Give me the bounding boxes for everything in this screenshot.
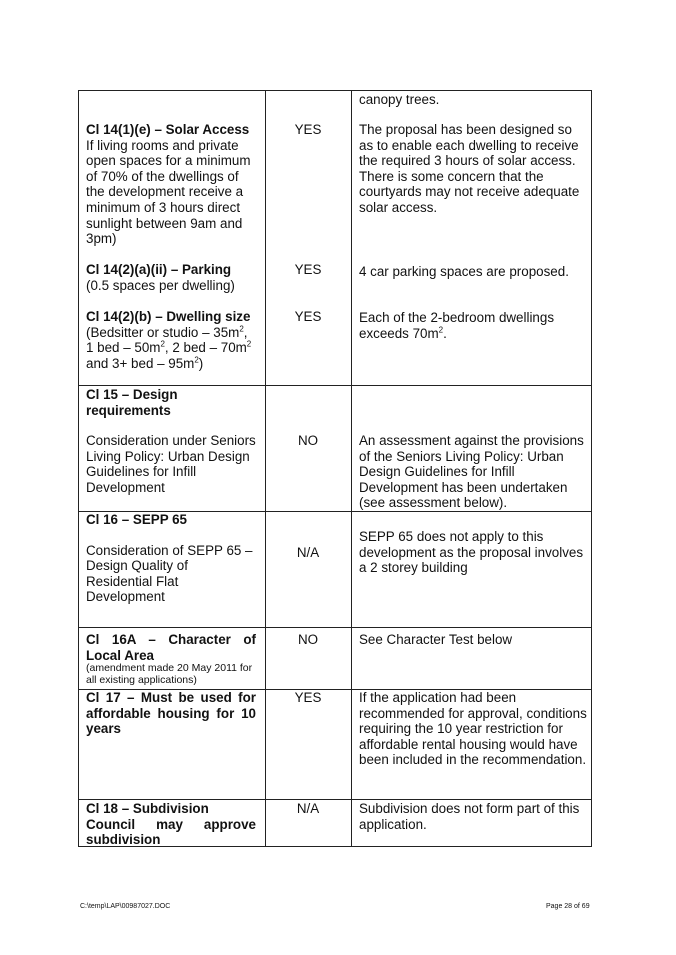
subdivision-compliance: N/A (296, 801, 320, 816)
dwelling-line-2: 1 bed – $50m^2$, 2 bed – $70m^2$ (86, 339, 252, 356)
affordable-compliance: YES (294, 690, 322, 705)
parking-compliance: YES (294, 262, 322, 277)
dwelling-line-1: (Bedsitter or studio – $35m^2$, (86, 324, 248, 340)
parking-title: Cl 14(2)(a)(ii) – Parking (86, 262, 232, 277)
solar-title: Cl 14(1)(e) – Solar Access (86, 122, 250, 137)
dwelling-title: Cl 14(2)(b) – Dwelling size (86, 309, 251, 324)
row-sepp-criterion (86, 512, 256, 605)
sepp-body: Consideration of SEPP 65 – Design Quality of Residential Flat Development (86, 542, 253, 605)
row-character-criterion (86, 632, 256, 686)
compliance-table (78, 90, 592, 847)
design-compliance: NO (297, 433, 319, 448)
subdivision-title-c: subdivision (86, 832, 161, 848)
subdivision-comment: Subdivision does not form part of this application. (359, 801, 580, 832)
row-affordable-criterion (86, 690, 256, 737)
footer-file-path: C:\temp\LAP\00987027.DOC (80, 903, 171, 910)
sepp-comment: SEPP 65 does not apply to this development as the proposal involves a 2 storey building (359, 529, 584, 576)
parking-body: (0.5 spaces per dwelling) (86, 277, 235, 293)
row-cont-comment: canopy trees. (359, 92, 440, 107)
character-title-b: Local Area (86, 647, 154, 663)
sepp-title: Cl 16 – SEPP 65 (86, 512, 187, 527)
row-design-criterion (86, 387, 256, 496)
character-comment: See Character Test below (359, 632, 513, 647)
row-divider (79, 627, 591, 628)
design-body: Consideration under Seniors Living Policy: Urban Design Guidelines for Infill Development (86, 433, 256, 495)
character-title-a: Cl 16A – Character of (86, 632, 256, 647)
solar-body: If living rooms and private open spaces for a minimum of 70% of the dwellings of the development receive a minimum of 3 hours direct sunlight between 9am and 3pm) (86, 137, 251, 247)
design-title: Cl 15 – Design requirements (86, 387, 178, 418)
dwelling-comment: Each of the 2-bedroom dwellings exceeds $70m^2$. (359, 310, 555, 341)
character-note: (amendment made 20 May 2011 for all existing applications) (86, 662, 253, 686)
row-divider (79, 799, 591, 800)
subdivision-title-b: Council may approve (86, 816, 256, 832)
affordable-title-b: affordable housing for 10 (86, 705, 256, 721)
character-compliance: NO (297, 632, 319, 647)
footer-page-number: Page 28 of 69 (546, 903, 590, 910)
row-solar-criterion (86, 122, 256, 247)
row-dwelling-criterion (86, 309, 256, 371)
row-parking-criterion (86, 262, 256, 293)
affordable-comment: If the application had been recommended for approval, conditions requiring the 10 year restriction for affordable rental housing would have been included in the recommendation. (359, 690, 587, 768)
dwelling-compliance: YES (294, 309, 322, 324)
sepp-compliance: N/A (296, 545, 320, 560)
column-divider (265, 91, 266, 846)
solar-compliance: YES (294, 122, 322, 137)
design-comment: An assessment against the provisions of the Seniors Living Policy: Urban Design Guidelines for Infill Development has been undertaken (see assessment below). (359, 433, 584, 511)
row-subdivision-criterion (86, 801, 256, 848)
solar-comment: The proposal has been designed so as to enable each dwelling to receive the required 3 hours of solar access. There is some concern that the courtyards may not receive adequate solar access. (359, 122, 580, 215)
affordable-title-a: Cl 17 – Must be used for (86, 690, 256, 705)
column-divider (351, 91, 352, 846)
parking-comment: 4 car parking spaces are proposed. (359, 264, 569, 279)
subdivision-title-a: Cl 18 – Subdivision (86, 801, 209, 816)
affordable-title-c: years (86, 721, 122, 737)
row-divider (79, 385, 591, 386)
dwelling-line-3: and 3+ bed – $95m^2$) (86, 355, 204, 371)
